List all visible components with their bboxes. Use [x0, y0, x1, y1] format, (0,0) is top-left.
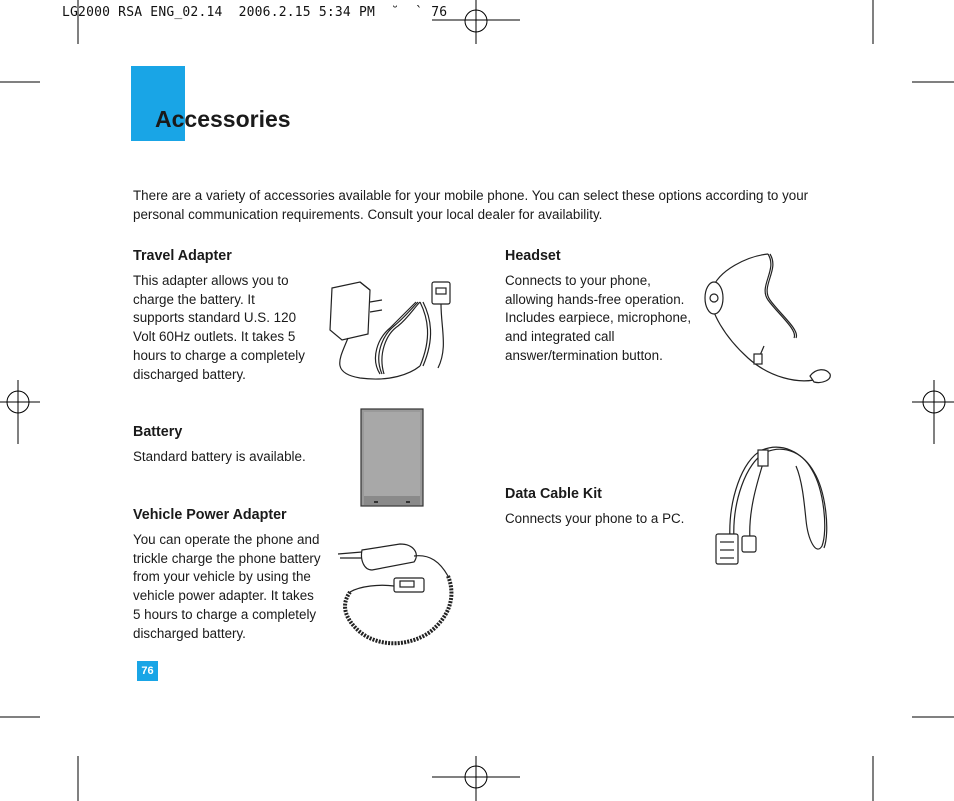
battery-title: Battery: [133, 424, 183, 440]
desc-line: charge the battery. It: [133, 291, 255, 307]
headset-illustration: [698, 250, 838, 390]
desc-line: trickle charge the phone battery: [133, 550, 321, 566]
desc-line: discharged battery.: [133, 366, 246, 382]
car-charger-illustration: [330, 536, 460, 656]
desc-line: 5 hours to charge a completely: [133, 606, 317, 622]
data-cable-kit-title: Data Cable Kit: [505, 486, 602, 502]
desc-line: You can operate the phone and: [133, 532, 320, 547]
desc-line: hours to charge a completely: [133, 347, 305, 363]
travel-adapter-title: Travel Adapter: [133, 248, 232, 264]
desc-line: answer/termination button.: [505, 347, 663, 363]
vehicle-power-adapter-description: [133, 531, 333, 643]
headset-description: [505, 272, 705, 366]
battery-description: [133, 448, 328, 467]
data-cable-illustration: [712, 440, 834, 570]
print-slug: LG2000 RSA ENG_02.14 2006.2.15 5:34 PM ˘ ` 76: [62, 5, 448, 20]
desc-line: Standard battery is available.: [133, 449, 306, 464]
desc-line: vehicle power adapter. It takes: [133, 588, 314, 604]
desc-line: This adapter allows you to: [133, 273, 289, 288]
desc-line: Connects your phone to a PC.: [505, 511, 685, 526]
desc-line: from your vehicle by using the: [133, 569, 311, 585]
travel-adapter-illustration: [320, 278, 460, 382]
desc-line: allowing hands-free operation.: [505, 291, 685, 307]
page-number-badge: 76: [137, 661, 158, 681]
vehicle-power-adapter-title: Vehicle Power Adapter: [133, 507, 287, 523]
intro-paragraph: There are a variety of accessories available for your mobile phone. You can select these options according to your personal communication requirements. Consult your local dealer for availability.: [133, 188, 809, 222]
travel-adapter-description: [133, 272, 328, 384]
desc-line: Includes earpiece, microphone,: [505, 310, 692, 326]
desc-line: Connects to your phone,: [505, 273, 651, 288]
desc-line: supports standard U.S. 120: [133, 310, 297, 326]
data-cable-kit-description: [505, 510, 705, 529]
page-title: Accessories: [155, 106, 291, 132]
desc-line: Volt 60Hz outlets. It takes 5: [133, 329, 296, 345]
battery-illustration: [360, 408, 424, 508]
desc-line: and integrated call: [505, 329, 615, 345]
headset-title: Headset: [505, 248, 561, 264]
desc-line: discharged battery.: [133, 625, 246, 641]
